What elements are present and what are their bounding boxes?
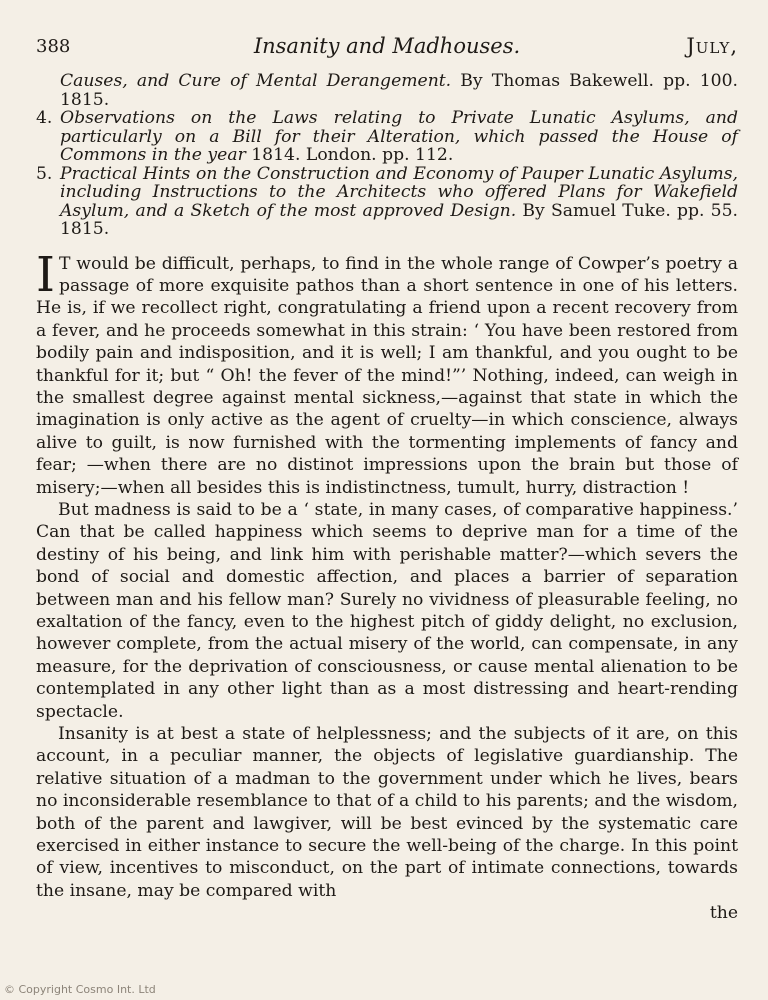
paragraph-text: T would be difficult, perhaps, to find in the whole range of Cowper’s poetry a passage of more exquisite pathos than a short sentence in one of his letters. He is, if we recollect right, congratulating a friend upon a recent recovery from a fever, and he proceeds somewhat in this strain: ‘ You have been restored from bodily pain and indisposition, and it is well; I am thankful, and you ought to be thankful for it; but “ Oh! the fever of the mind!”’ Nothing, indeed, can weigh in the smallest degree against mental sickness,—against that state in which the imagination is only active as the agent of cruelty—in which conscience, always alive to guilt, is now furnished with the tormenting implements of fancy and fear; —when there are no distinot impressions upon the brain but those of misery;—when all besides this is indistinctness, tumult, hurry, distraction ! (36, 253, 738, 498)
paragraph-3: Insanity is at best a state of helplessness; and the subjects of it are, on this account, in a peculiar manner, the objects of legislative guardianship. The relative situation of a madman to the government under which he lives, bears no inconsiderable resemblance to that of a child to his parents; and the wisdom, both of the parent and lawgiver, will be best evinced by the systematic care exercised in either instance to secure the well-being of the charge. In this point of view, incentives to misconduct, on the part of intimate connections, towards the insane, may be compared with (36, 724, 738, 901)
reference-item-5 (36, 165, 738, 239)
reference-item-3-continued (36, 72, 738, 109)
running-title: Insanity and Madhouses. (253, 34, 521, 58)
running-month: July, (686, 34, 738, 58)
reference-title: Observations on the Laws relating to Private Lunatic Asylums, and particularly on a Bill for their Alteration, which passed the House of Commons in the year (60, 108, 738, 165)
reference-number: 5. (36, 163, 53, 184)
copyright-watermark: © Copyright Cosmo Int. Ltd (4, 983, 156, 996)
reference-details: By Thomas Bakewell. pp. 100. 1815. (60, 71, 738, 110)
reference-title: Practical Hints on the Construction and Economy of Pauper Lunatic Asylums, including Instructions to the Architects who offered Plans for Wakefield Asylum, and a Sketch of the most approved Design. (60, 163, 738, 221)
reference-title: Causes, and Cure of Mental Derangement. (60, 71, 452, 91)
running-head (36, 30, 738, 64)
paragraph-2: But madness is said to be a ‘ state, in many cases, of comparative happiness.’ Can that be called happiness which seems to deprive man for a time of the destiny of his being, and link him with perishable matter?—which severs the bond of social and domestic affection, and places a barrier of separation between man and his fellow man? Surely no vividness of pleasurable feeling, no exaltation of the fancy, even to the highest pitch of giddy delight, no exclusion, however complete, from the actual misery of the world, can compensate, in any measure, for the deprivation of consciousness, or cause mental alienation to be contemplated in any other light than as a most distressing and heart-rending spectacle. (36, 499, 738, 722)
catchword: the (709, 903, 738, 924)
document-page (36, 30, 738, 925)
reference-details: By Samuel Tuke. pp. 55. 1815. (60, 200, 738, 239)
article-body (36, 246, 738, 925)
reference-item-4 (36, 109, 738, 165)
reference-list (36, 72, 738, 239)
paragraph-1 (36, 246, 738, 499)
reference-number: 4. (36, 108, 53, 128)
drop-cap: I (36, 246, 55, 303)
page-number: 388 (36, 36, 71, 57)
reference-details: 1814. London. pp. 112. (245, 145, 454, 165)
